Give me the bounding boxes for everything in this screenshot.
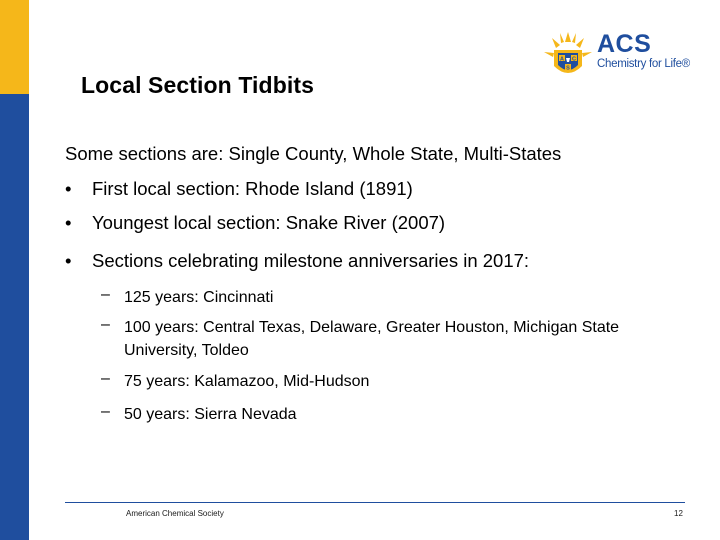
bullet-text: First local section: Rhode Island (1891) bbox=[92, 178, 413, 199]
page-number: 12 bbox=[674, 509, 683, 518]
footer-organization: American Chemical Society bbox=[126, 509, 224, 518]
sub-item bbox=[101, 370, 694, 393]
sub-item bbox=[101, 403, 694, 426]
bullet-item bbox=[65, 250, 529, 272]
seal-letter-a: A bbox=[560, 56, 564, 63]
seal-letter-s: S bbox=[566, 65, 570, 72]
bullet-marker: • bbox=[65, 178, 72, 199]
sub-text: 75 years: Kalamazoo, Mid-Hudson bbox=[124, 373, 370, 390]
acs-tagline: Chemistry for Life® bbox=[597, 58, 690, 70]
bullet-text: Youngest local section: Snake River (2007) bbox=[92, 212, 446, 233]
acs-seal-icon bbox=[540, 28, 596, 84]
bullet-marker: • bbox=[65, 212, 72, 233]
sidebar-accent-gold bbox=[0, 0, 29, 94]
bullet-text: Sections celebrating milestone anniversaries in 2017: bbox=[92, 250, 530, 271]
bullet-marker: • bbox=[65, 250, 72, 271]
seal-letter-c: C bbox=[572, 56, 576, 63]
sub-text: 125 years: Cincinnati bbox=[124, 289, 274, 306]
sub-text: 100 years: Central Texas, Delaware, Greater Houston, Michigan State University, Toldeo bbox=[124, 319, 620, 359]
sub-marker: – bbox=[101, 403, 110, 420]
sub-text: 50 years: Sierra Nevada bbox=[124, 406, 297, 423]
sub-item bbox=[101, 286, 694, 309]
intro-text: Some sections are: Single County, Whole State, Multi-States bbox=[65, 143, 562, 164]
bullet-item bbox=[65, 212, 445, 234]
acs-wordmark: ACS bbox=[597, 30, 652, 58]
slide-title: Local Section Tidbits bbox=[81, 72, 314, 98]
footer-divider bbox=[65, 502, 685, 503]
sub-marker: – bbox=[101, 370, 110, 387]
sub-item bbox=[101, 316, 694, 362]
sub-marker: – bbox=[101, 286, 110, 303]
bullet-item bbox=[65, 178, 413, 200]
sidebar-accent-blue bbox=[0, 94, 29, 540]
acs-logo bbox=[540, 28, 690, 84]
sub-marker: – bbox=[101, 316, 110, 333]
